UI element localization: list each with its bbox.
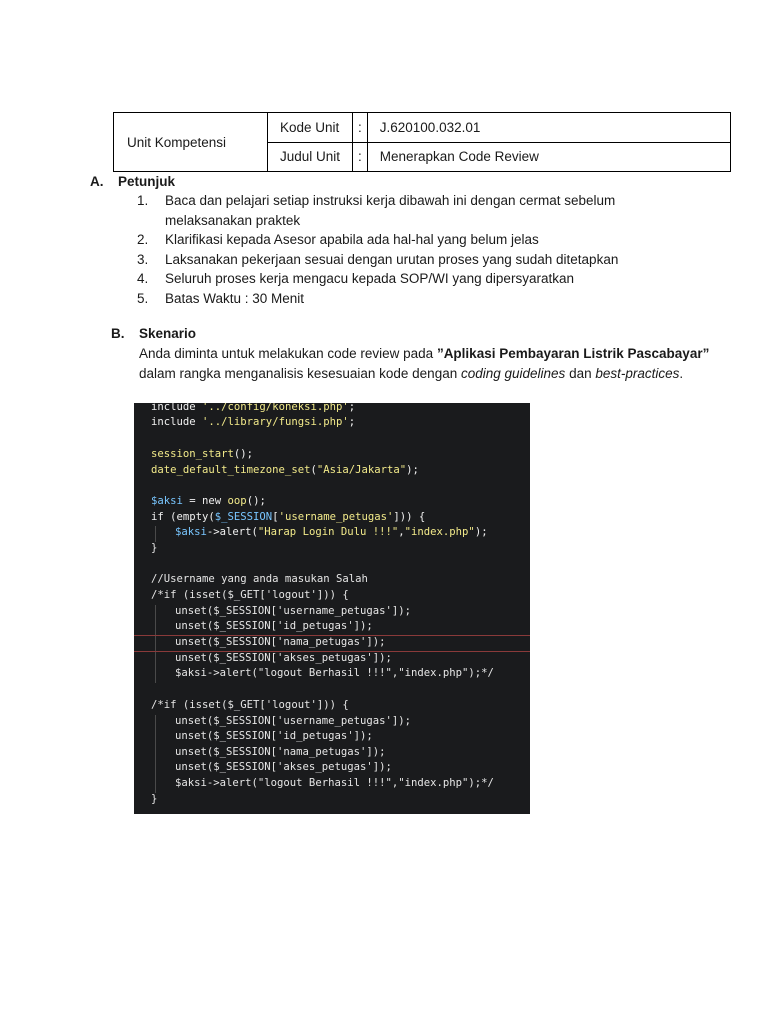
code-line: date_default_timezone_set("Asia/Jakarta"); [151, 464, 419, 476]
code-line: unset($_SESSION['username_petugas']); [175, 715, 411, 727]
kode-unit-label: Kode Unit [268, 113, 353, 143]
code-line: /*if (isset($_GET['logout'])) { [151, 699, 349, 711]
code-line: include '../library/fungsi.php'; [151, 416, 356, 428]
code-line: unset($_SESSION['id_petugas']); [175, 620, 373, 632]
unit-table [113, 112, 731, 172]
list-item-text: Klarifikasi kepada Asesor apabila ada hal-hal yang belum jelas [165, 232, 539, 247]
list-item-number: 3. [137, 251, 149, 267]
code-line: unset($_SESSION['nama_petugas']); [175, 746, 386, 758]
kode-unit-value: J.620100.032.01 [367, 113, 730, 143]
term-coding-guidelines: coding guidelines [460, 365, 566, 381]
section-b-title: Skenario [139, 326, 197, 341]
scenario-paragraph [139, 344, 739, 383]
code-line: include '../config/koneksi.php'; [151, 403, 356, 413]
list-item [137, 230, 697, 250]
code-line: $aksi->alert("Harap Login Dulu !!!","index.php"); [175, 526, 488, 538]
list-item [137, 191, 697, 230]
code-line: /*if (isset($_GET['logout'])) { [151, 589, 349, 601]
indent-guide [155, 526, 156, 542]
scenario-text-4: . [679, 365, 684, 381]
scenario-text-3: dan [565, 365, 596, 381]
code-line: unset($_SESSION['username_petugas']); [175, 605, 411, 617]
code-line: unset($_SESSION['id_petugas']); [175, 730, 373, 742]
section-a-heading [90, 174, 176, 189]
code-line: $aksi->alert("logout Berhasil !!!","index.php");*/ [175, 667, 494, 679]
judul-unit-colon: : [353, 142, 368, 172]
list-item [137, 250, 697, 270]
list-item [137, 269, 697, 289]
list-item-text: Seluruh proses kerja mengacu kepada SOP/WI yang dipersyaratkan [165, 271, 574, 286]
list-item [137, 289, 697, 309]
code-line: if (empty($_SESSION['username_petugas'])) { [151, 511, 426, 523]
judul-unit-value: Menerapkan Code Review [367, 142, 730, 172]
list-item-number: 4. [137, 271, 149, 286]
section-a-title: Petunjuk [118, 174, 176, 189]
list-item-number: 2. [137, 232, 149, 247]
term-best-practices: best-practices [595, 365, 680, 381]
code-line: session_start(); [151, 448, 254, 460]
code-line: unset($_SESSION['akses_petugas']); [175, 761, 392, 773]
app-name: ”Aplikasi Pembayaran Listrik Pascabayar” [436, 346, 710, 361]
section-b-heading [111, 326, 197, 341]
code-line: unset($_SESSION['akses_petugas']); [175, 652, 392, 664]
code-screenshot [134, 403, 530, 814]
petunjuk-list [137, 191, 697, 308]
section-a-letter: A. [90, 174, 104, 189]
list-item-number: 5. [137, 290, 149, 306]
judul-unit-label: Judul Unit [268, 142, 353, 172]
code-line: unset($_SESSION['nama_petugas']); [175, 636, 386, 648]
kode-unit-colon: : [353, 113, 368, 143]
list-item-text: Batas Waktu : 30 Menit [165, 290, 305, 306]
list-item-number: 1. [137, 193, 149, 208]
list-item-text: Laksanakan pekerjaan sesuai dengan urutan proses yang sudah ditetapkan [165, 251, 619, 267]
code-line: $aksi->alert("logout Berhasil !!!","index.php");*/ [175, 777, 494, 789]
list-item-text: Baca dan pelajari setiap instruksi kerja dibawah ini dengan cermat sebelum melaksanakan praktek [165, 193, 616, 228]
code-line: //Username yang anda masukan Salah [151, 573, 368, 585]
unit-kompetensi-label: Unit Kompetensi [114, 113, 268, 172]
scenario-text-2: dalam rangka menganalisis kesesuaian kode dengan [139, 365, 461, 381]
code-line: } [151, 542, 158, 554]
code-line: $aksi = new oop(); [151, 495, 266, 507]
scenario-text-1: Anda diminta untuk melakukan code review pada [139, 346, 437, 361]
section-b-letter: B. [111, 326, 125, 341]
code-line: } [151, 793, 158, 805]
indent-guide [155, 715, 156, 793]
unit-row-kode [114, 113, 731, 143]
